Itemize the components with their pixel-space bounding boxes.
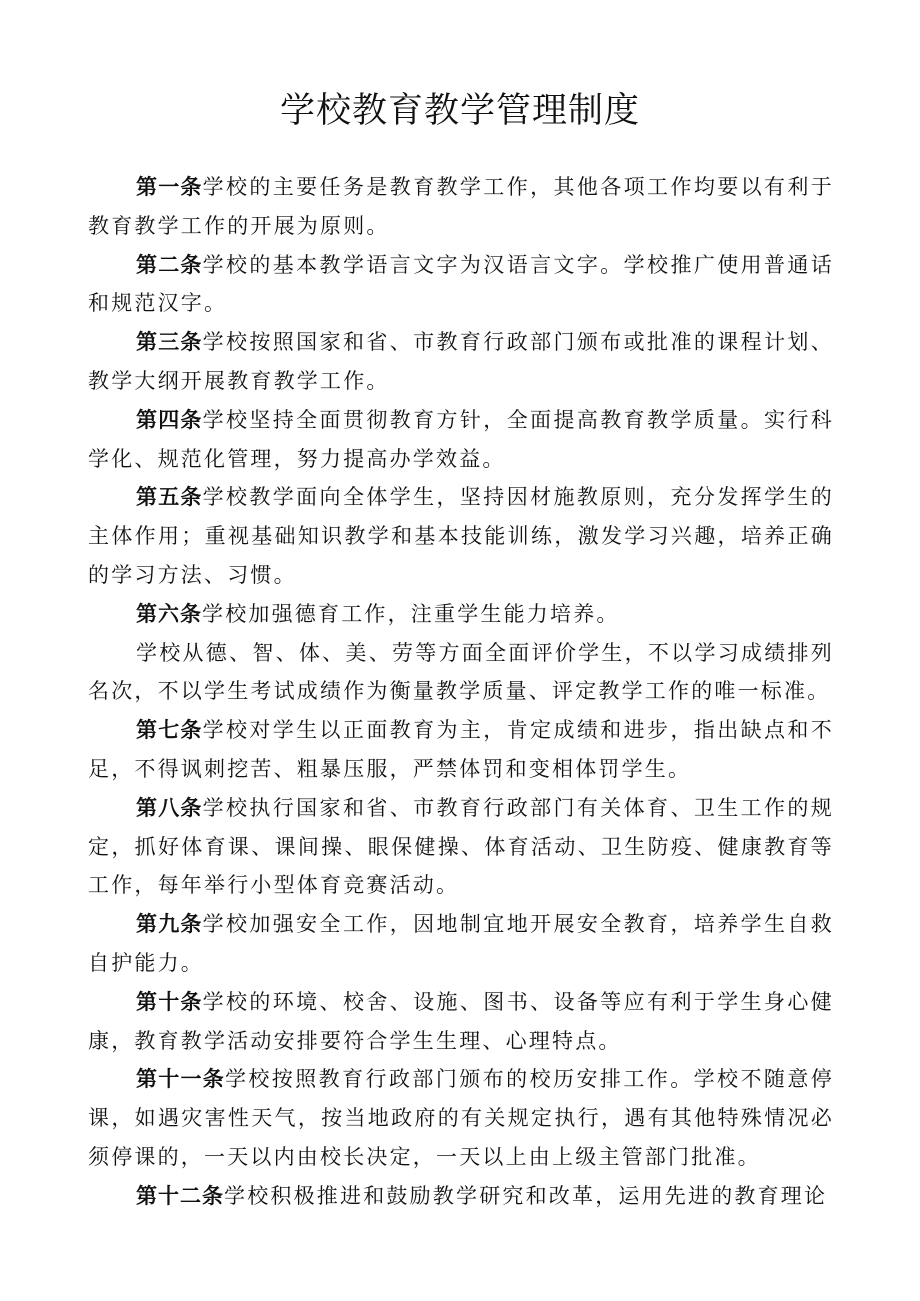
article-number: 第六条 <box>136 600 202 626</box>
paragraph-text: 学校按照国家和省、市教育行政部门颁布或批准的课程计划、教学大纲开展教育教学工作。 <box>88 330 835 393</box>
paragraph-article-1 <box>88 168 834 246</box>
article-number: 第一条 <box>136 174 203 199</box>
paragraph-text: 学校的主要任务是教育教学工作，其他各项工作均要以有利于教育教学工作的开展为原则。 <box>88 175 835 238</box>
article-number: 第七条 <box>136 717 203 743</box>
paragraph-article-2 <box>88 246 834 324</box>
paragraph-article-6 <box>88 595 834 634</box>
document-body <box>88 168 834 1216</box>
article-number: 第九条 <box>136 911 203 937</box>
paragraph-article-3 <box>88 323 834 401</box>
paragraph-text: 学校按照教育行政部门颁布的校历安排工作。学校不随意停课，如遇灾害性天气，按当地政府的有关规定执行，遇有其他特殊情况必须停课的，一天以内由校长决定，一天以上由上级主管部门批准。 <box>88 1067 834 1169</box>
article-number: 第十一条 <box>136 1066 225 1092</box>
paragraph-article-4 <box>88 401 834 479</box>
paragraph-article-7 <box>88 711 834 789</box>
article-number: 第八条 <box>136 794 203 820</box>
paragraph-text: 学校对学生以正面教育为主，肯定成绩和进步，指出缺点和不足，不得讽刺挖苦、粗暴压服，严禁体罚和变相体罚学生。 <box>88 718 835 781</box>
paragraph-article-5 <box>88 478 834 594</box>
paragraph-article-11 <box>88 1060 834 1176</box>
article-number: 第四条 <box>136 406 203 432</box>
document-title: 学校教育教学管理制度 <box>279 91 640 131</box>
paragraph-text: 学校从德、智、体、美、劳等方面全面评价学生，不以学习成绩排列名次，不以学生考试成绩作为衡量教学质量、评定教学工作的唯一标准。 <box>88 640 834 704</box>
article-number: 第二条 <box>136 251 203 277</box>
article-number: 第三条 <box>136 329 203 355</box>
paragraph-text: 学校坚持全面贯彻教育方针，全面提高教育教学质量。实行科学化、规范化管理，努力提高办学效益。 <box>88 407 835 471</box>
paragraph-article-12 <box>88 1177 834 1216</box>
paragraph-article-8 <box>88 789 834 905</box>
article-number: 第十条 <box>136 988 203 1014</box>
paragraph-text: 学校积极推进和鼓励教学研究和改革，运用先进的教育理论 <box>224 1183 828 1208</box>
article-number: 第五条 <box>136 484 203 510</box>
paragraph-text: 学校加强安全工作，因地制宜地开展安全教育，培养学生自救自护能力。 <box>88 912 835 975</box>
paragraph-text: 学校教学面向全体学生，坚持因材施教原则，充分发挥学生的主体作用；重视基础知识教学和基本技能训练，激发学习兴趣，培养正确的学习方法、习惯。 <box>88 485 835 587</box>
paragraph-text: 学校的环境、校舍、设施、图书、设备等应有利于学生身心健康，教育教学活动安排要符合学生生理、心理特点。 <box>88 989 835 1053</box>
paragraph-article-6-continued <box>88 634 834 712</box>
article-number: 第十二条 <box>136 1182 224 1208</box>
paragraph-text: 学校执行国家和省、市教育行政部门有关体育、卫生工作的规定，抓好体育课、课间操、眼保健操、体育活动、卫生防疫、健康教育等工作，每年举行小型体育竞赛活动。 <box>88 795 835 898</box>
paragraph-text: 学校加强德育工作，注重学生能力培养。 <box>202 601 620 626</box>
paragraph-text: 学校的基本教学语言文字为汉语言文字。学校推广使用普通话和规范汉字。 <box>88 252 835 316</box>
paragraph-article-10 <box>88 983 834 1061</box>
paragraph-article-9 <box>88 905 834 983</box>
